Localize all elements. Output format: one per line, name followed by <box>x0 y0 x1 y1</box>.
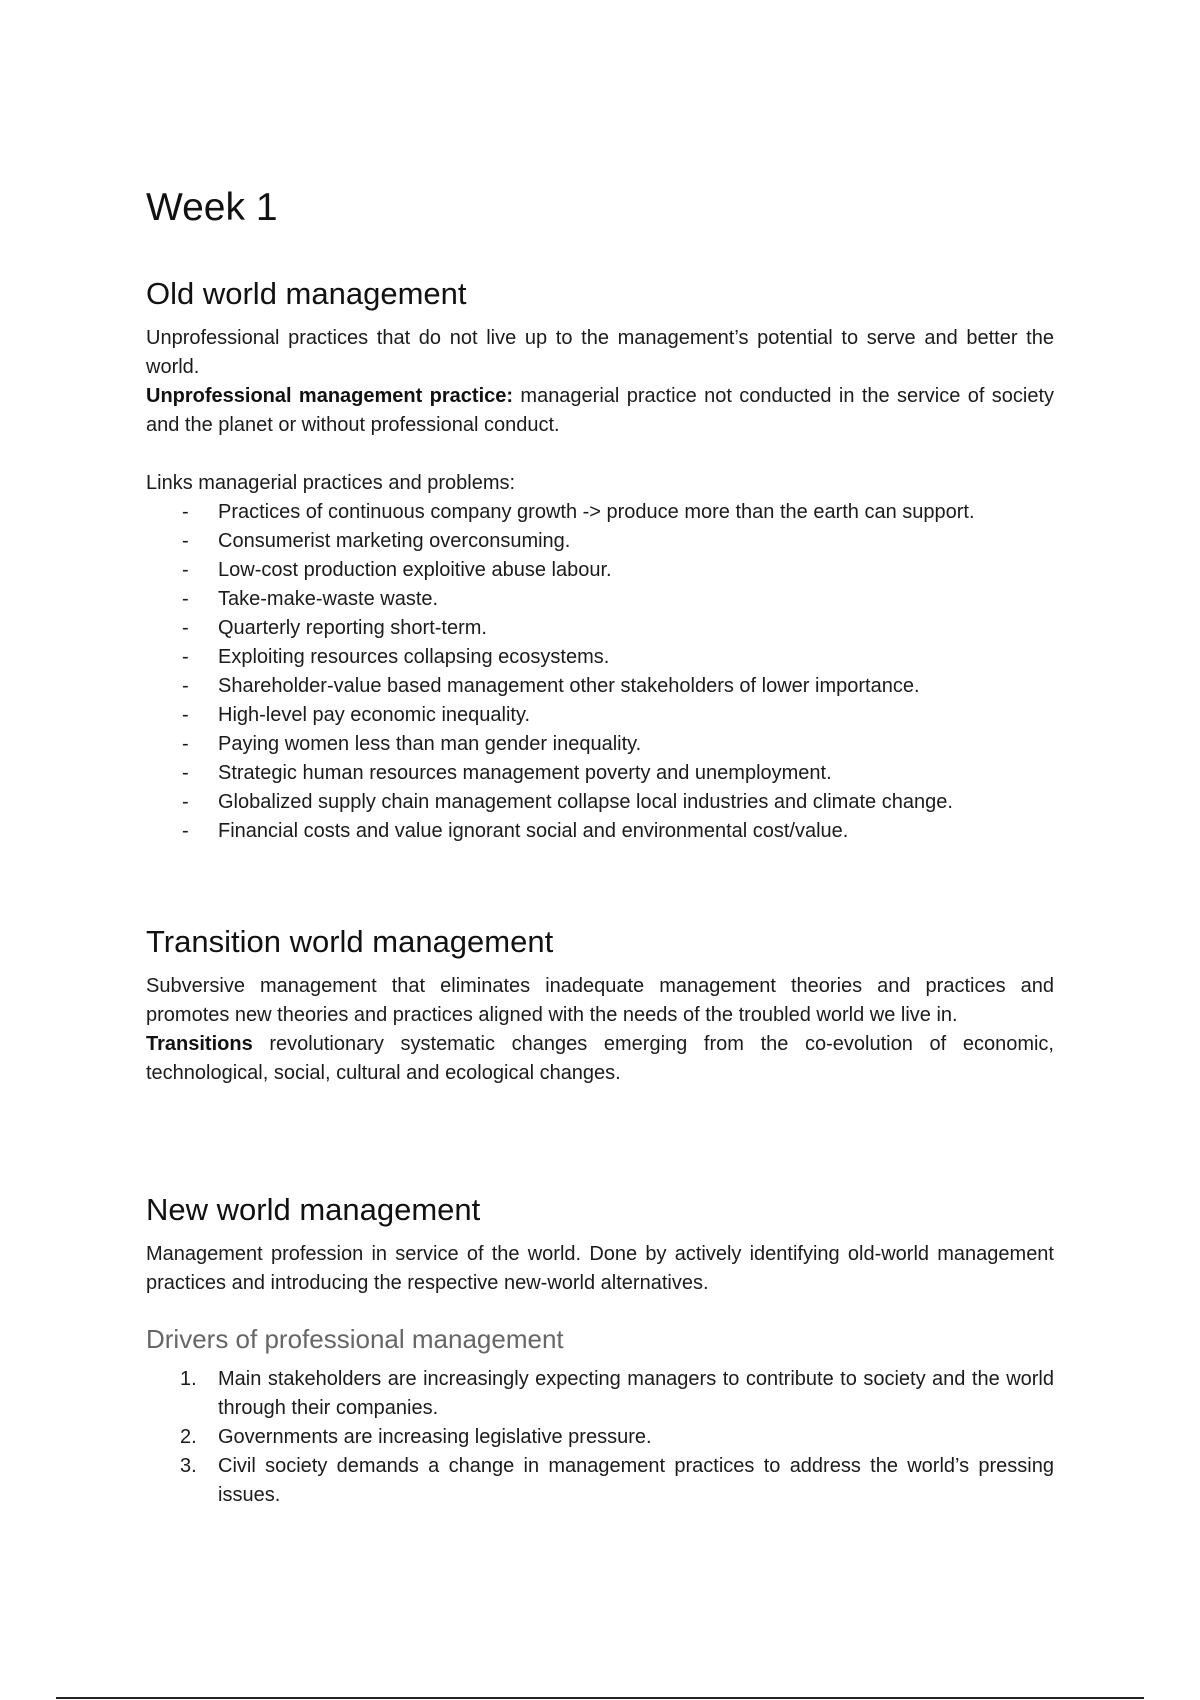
definition-term: Transitions <box>146 1033 253 1055</box>
drivers-heading: Drivers of professional management <box>146 1324 564 1354</box>
section-transition-world <box>146 924 1054 1088</box>
footer-divider <box>56 1697 1144 1699</box>
list-item: 1. Main stakeholders are increasingly expecting managers to contribute to society and the world through their companies. <box>180 1368 1054 1419</box>
old-world-intro: Unprofessional practices that do not live up to the management’s potential to serve and better the world. <box>146 327 1054 378</box>
list-item: - Strategic human resources management poverty and unemployment. <box>182 762 832 784</box>
new-world-intro: Management profession in service of the world. Done by actively identifying old-world management practices and introducing the respective new-world alternatives. <box>146 1243 1054 1294</box>
list-item: - Globalized supply chain management collapse local industries and climate change. <box>182 791 953 813</box>
page-title: Week 1 <box>146 186 278 229</box>
definition-text: revolutionary systematic changes emerging from the co-evolution of economic, technological, social, cultural and ecological changes. <box>146 1033 1054 1084</box>
list-item: - Take-make-waste waste. <box>182 588 439 610</box>
section-heading-new-world: New world management <box>146 1192 481 1227</box>
definition-text: managerial practice not conducted in the service of society and the planet or without professional conduct. <box>146 385 1054 436</box>
section-heading-old-world: Old world management <box>146 276 467 311</box>
links-label: Links managerial practices and problems: <box>146 472 516 494</box>
list-item: - Consumerist marketing overconsuming. <box>182 530 571 552</box>
transition-world-intro: Subversive management that eliminates inadequate management theories and practices and promotes new theories and practices aligned with the needs of the troubled world we live in. <box>146 975 1054 1026</box>
practice-problem-list <box>146 498 1054 846</box>
list-item: - Practices of continuous company growth -> produce more than the earth can support. <box>182 501 975 523</box>
list-item: - High-level pay economic inequality. <box>182 704 531 726</box>
list-item: - Low-cost production exploitive abuse labour. <box>182 559 612 581</box>
list-item: 2. Governments are increasing legislative pressure. <box>180 1426 652 1448</box>
list-item: - Paying women less than man gender inequality. <box>182 733 642 755</box>
list-item: 3. Civil society demands a change in management practices to address the world’s pressing issues. <box>180 1455 1054 1506</box>
list-item: - Exploiting resources collapsing ecosystems. <box>182 646 610 668</box>
definition-term: Unprofessional management practice: <box>146 385 514 407</box>
list-item: - Financial costs and value ignorant social and environmental cost/value. <box>182 820 849 842</box>
old-world-definition <box>146 382 1054 440</box>
transition-world-definition <box>146 1030 1054 1088</box>
drivers-list <box>146 1365 1054 1510</box>
list-item: - Quarterly reporting short-term. <box>182 617 487 639</box>
section-new-world <box>146 1192 1054 1510</box>
list-item: - Shareholder-value based management other stakeholders of lower importance. <box>182 675 920 697</box>
section-heading-transition-world: Transition world management <box>146 924 554 959</box>
section-old-world <box>146 276 1054 846</box>
